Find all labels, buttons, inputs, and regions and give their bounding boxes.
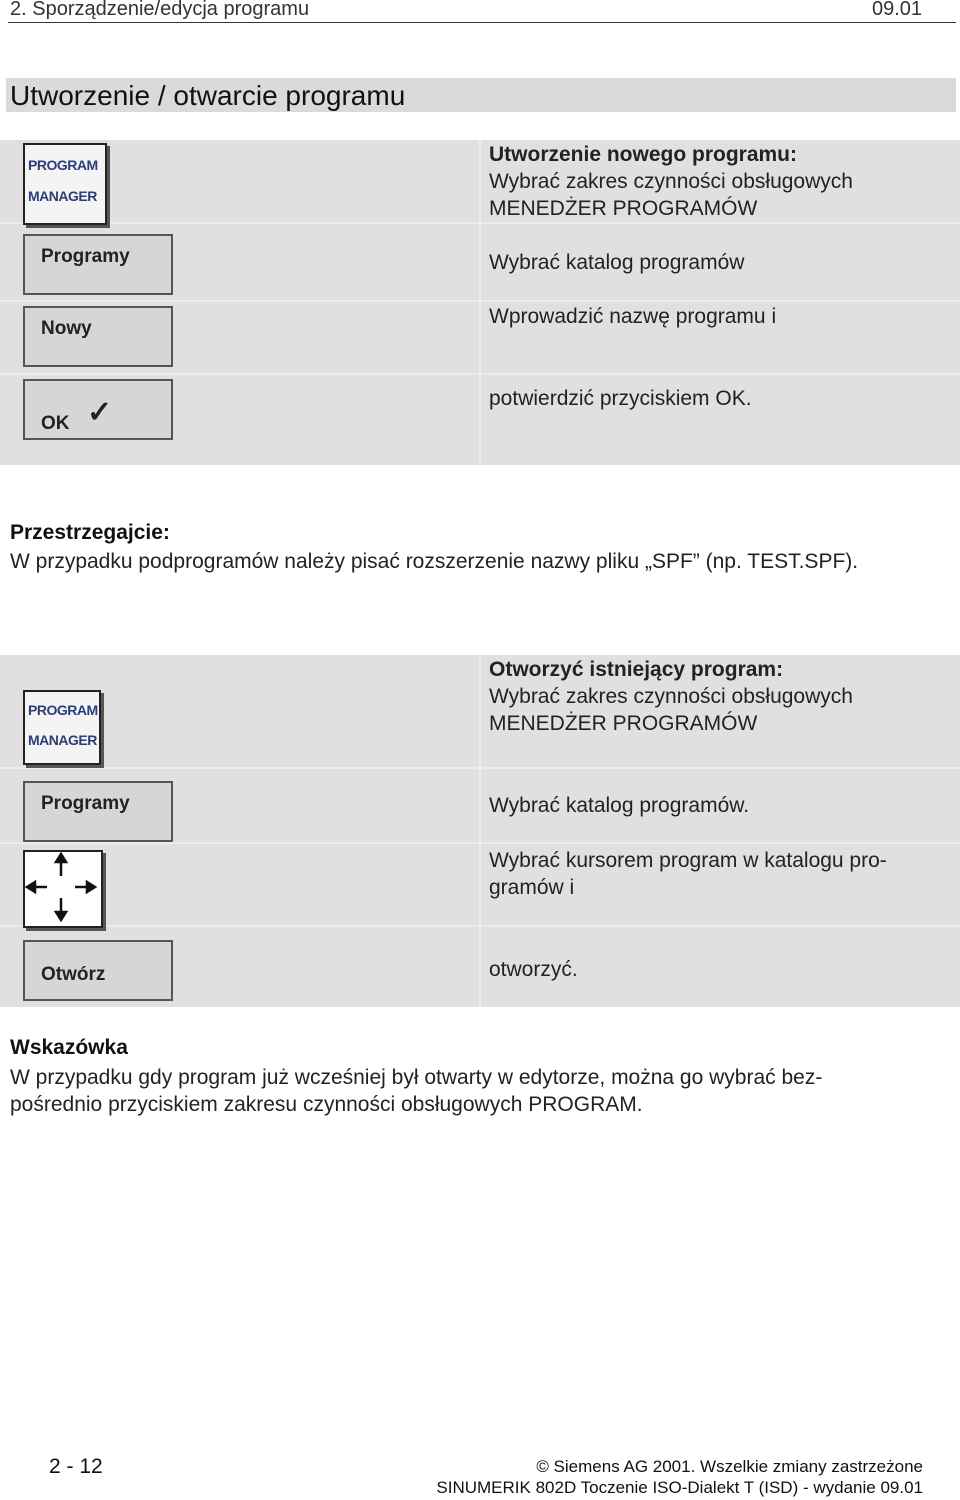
open-softkey-label: Otwórz: [41, 964, 106, 985]
product-text: SINUMERIK 802D Toczenie ISO-Dialekt T (ISD) - wydanie 09.01: [436, 1478, 923, 1497]
programs-softkey[interactable]: [23, 234, 173, 295]
page-title: Utworzenie / otwarcie programu: [10, 80, 406, 111]
page-number: 2 - 12: [49, 1455, 103, 1478]
warning-body: W przypadku podprogramów należy pisać rozszerzenie nazwy pliku „SPF” (np. TEST.SPF).: [10, 550, 859, 573]
open-step3b: gramów i: [489, 876, 575, 899]
copyright-text: © Siemens AG 2001. Wszelkie zmiany zastrzeżone: [536, 1457, 923, 1476]
cursor-keys-icon[interactable]: [23, 850, 103, 928]
row-divider: [0, 842, 960, 844]
hint-line1: W przypadku gdy program już wcześniej był otwarty w edytorze, można go wybrać bez-: [10, 1066, 823, 1089]
header-divider: [8, 22, 956, 23]
column-divider: [479, 140, 481, 465]
row-divider: [0, 222, 960, 224]
open-step4: otworzyć.: [489, 958, 578, 981]
row-divider: [0, 767, 960, 769]
hint-line2: pośrednio przyciskiem zakresu czynności obsługowych PROGRAM.: [10, 1093, 643, 1116]
column-divider: [479, 655, 481, 1007]
create-step1b: MENEDŻER PROGRAMÓW: [489, 197, 758, 220]
row-divider: [0, 925, 960, 927]
open-softkey[interactable]: [23, 940, 173, 1001]
program-manager-icon[interactable]: [23, 143, 107, 225]
icon-text-program: PROGRAM: [28, 157, 98, 173]
programs-softkey-label: Programy: [41, 793, 130, 814]
programs-softkey[interactable]: [23, 781, 173, 842]
program-manager-icon[interactable]: [23, 690, 101, 765]
create-heading: Utworzenie nowego programu:: [489, 143, 798, 166]
create-step4: potwierdzić przyciskiem OK.: [489, 387, 752, 410]
checkmark-icon: ✓: [87, 396, 113, 429]
version-label: 09.01: [872, 0, 923, 20]
open-heading: Otworzyć istniejący program:: [489, 658, 784, 681]
open-step3a: Wybrać kursorem program w katalogu pro-: [489, 849, 887, 872]
create-step3: Wprowadzić nazwę programu i: [489, 305, 777, 328]
icon-text-manager: MANAGER: [28, 188, 97, 204]
ok-softkey-label: OK: [41, 413, 70, 434]
create-step1a: Wybrać zakres czynności obsługowych: [489, 170, 853, 193]
new-softkey-label: Nowy: [41, 318, 92, 339]
chapter-header: 2. Sporządzenie/edycja programu: [10, 0, 310, 20]
warning-heading: Przestrzegajcie:: [10, 521, 170, 544]
hint-heading: Wskazówka: [10, 1036, 128, 1059]
programs-softkey-label: Programy: [41, 246, 130, 267]
new-softkey[interactable]: [23, 306, 173, 367]
create-step2: Wybrać katalog programów: [489, 251, 745, 274]
icon-text-program: PROGRAM: [28, 702, 98, 718]
ok-softkey[interactable]: [23, 379, 173, 440]
row-divider: [0, 300, 960, 302]
open-step1a: Wybrać zakres czynności obsługowych: [489, 685, 853, 708]
row-divider: [0, 373, 960, 375]
open-step1b: MENEDŻER PROGRAMÓW: [489, 712, 758, 735]
icon-text-manager: MANAGER: [28, 732, 97, 748]
cursor-arrows-icon: [25, 852, 101, 926]
open-step2: Wybrać katalog programów.: [489, 794, 750, 817]
